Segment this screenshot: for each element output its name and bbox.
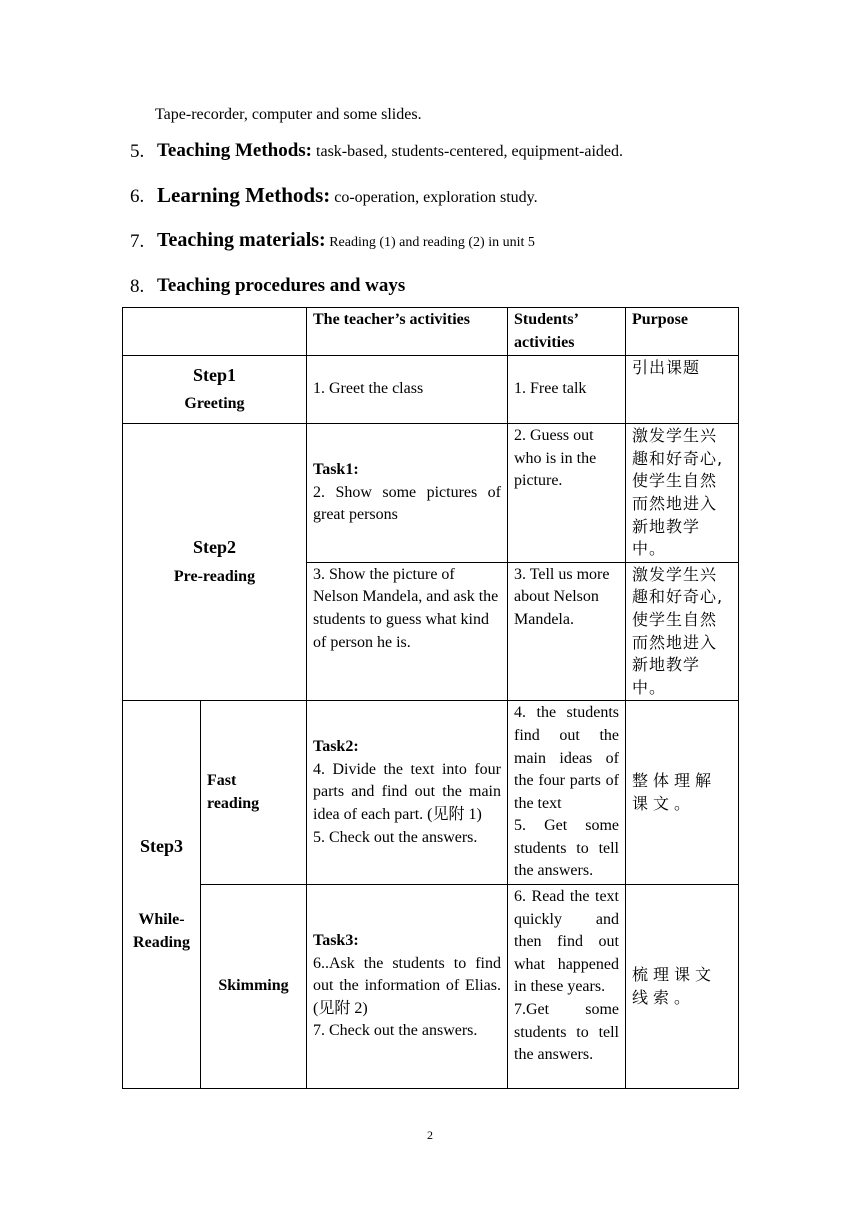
- page-number: 2: [427, 1128, 433, 1142]
- intro-line: Tape-recorder, computer and some slides.: [155, 106, 422, 123]
- fast-reading-label: Fast reading: [201, 701, 307, 885]
- header-students: Students’ activities: [508, 308, 626, 356]
- task2-check: 5. Check out the answers.: [313, 828, 478, 846]
- step1-teacher: 1. Greet the class: [307, 356, 508, 424]
- item-text: [157, 183, 538, 208]
- table-row-step1: [123, 356, 739, 424]
- item-rest: task-based, students-centered, equipment-aided.: [312, 143, 624, 160]
- step2-students-1: 2. Guess out who is in the picture.: [508, 424, 626, 563]
- skim-students: 6. Read the text quickly and then find out what happened in these years. 7.Get some students to tell the answers.: [508, 885, 626, 1089]
- step2-purpose-1: 激发学生兴趣和好奇心,使学生自然而然地进入新地教学中。: [626, 424, 739, 563]
- step1-title: Step1: [192, 365, 236, 386]
- item-label: Teaching procedures and ways: [157, 275, 406, 296]
- item-number: 6.: [130, 186, 145, 207]
- table-header-row: [123, 308, 739, 356]
- task1-label: Task1:: [313, 461, 359, 479]
- table-row-step2-a: [123, 424, 739, 563]
- step1-students: 1. Free talk: [508, 356, 626, 424]
- item-label: Teaching Methods:: [157, 140, 313, 161]
- item-label: Teaching materials:: [157, 229, 326, 251]
- step1-cell: [123, 356, 307, 424]
- item-text: [157, 229, 535, 252]
- header-empty-cell: [123, 308, 307, 356]
- skim-purpose: 梳理课文线索。: [626, 885, 739, 1089]
- item-number: 8.: [130, 276, 145, 297]
- skim-teacher: [307, 885, 508, 1089]
- item-number: 5.: [130, 141, 145, 162]
- step3-title: Step3: [139, 835, 183, 856]
- step2-teacher-1: [307, 424, 508, 563]
- fast-purpose: 整体理解课文。: [626, 701, 739, 885]
- task2-text: 4. Divide the text into four parts and find out the main idea of each part. (见附 1): [313, 760, 501, 823]
- skimming-label: Skimming: [201, 885, 307, 1089]
- step2-title: Step2: [192, 536, 236, 557]
- item-rest: Reading (1) and reading (2) in unit 5: [325, 235, 535, 250]
- table-row-fast-reading: [123, 701, 739, 885]
- fast-teacher: [307, 701, 508, 885]
- step3-name: While- Reading: [133, 911, 190, 951]
- item-text: [157, 275, 405, 297]
- step2-students-2: 3. Tell us more about Nelson Mandela.: [508, 562, 626, 701]
- step1-name: Greeting: [184, 394, 245, 412]
- step2-cell: [123, 424, 307, 701]
- item-number: 7.: [130, 231, 145, 252]
- table-row-skimming: [123, 885, 739, 1089]
- item-text: [157, 140, 623, 162]
- task3-check: 7. Check out the answers.: [313, 1022, 478, 1040]
- task3-text: 6..Ask the students to find out the information of Elias.(见附 2): [313, 954, 501, 1017]
- task2-label: Task2:: [313, 738, 359, 756]
- task1-text: 2. Show some pictures of great persons: [313, 483, 501, 524]
- step1-purpose: 引出课题: [626, 356, 739, 424]
- item-label: Learning Methods:: [157, 183, 331, 207]
- header-teacher: The teacher’s activities: [307, 308, 508, 356]
- task3-label: Task3:: [313, 932, 359, 950]
- step2-name: Pre-reading: [173, 568, 256, 586]
- fast-students: 4. the students find out the main ideas of the four parts of the text 5. Get some students to tell the answers.: [508, 701, 626, 885]
- step3-cell: [123, 701, 201, 1089]
- procedures-table: [122, 307, 739, 1089]
- item-rest: co-operation, exploration study.: [330, 189, 538, 206]
- step2-purpose-2: 激发学生兴趣和好奇心,使学生自然而然地进入新地教学中。: [626, 562, 739, 701]
- step2-teacher-2: 3. Show the picture of Nelson Mandela, and ask the students to guess what kind of person he is.: [307, 562, 508, 701]
- header-purpose: Purpose: [626, 308, 739, 356]
